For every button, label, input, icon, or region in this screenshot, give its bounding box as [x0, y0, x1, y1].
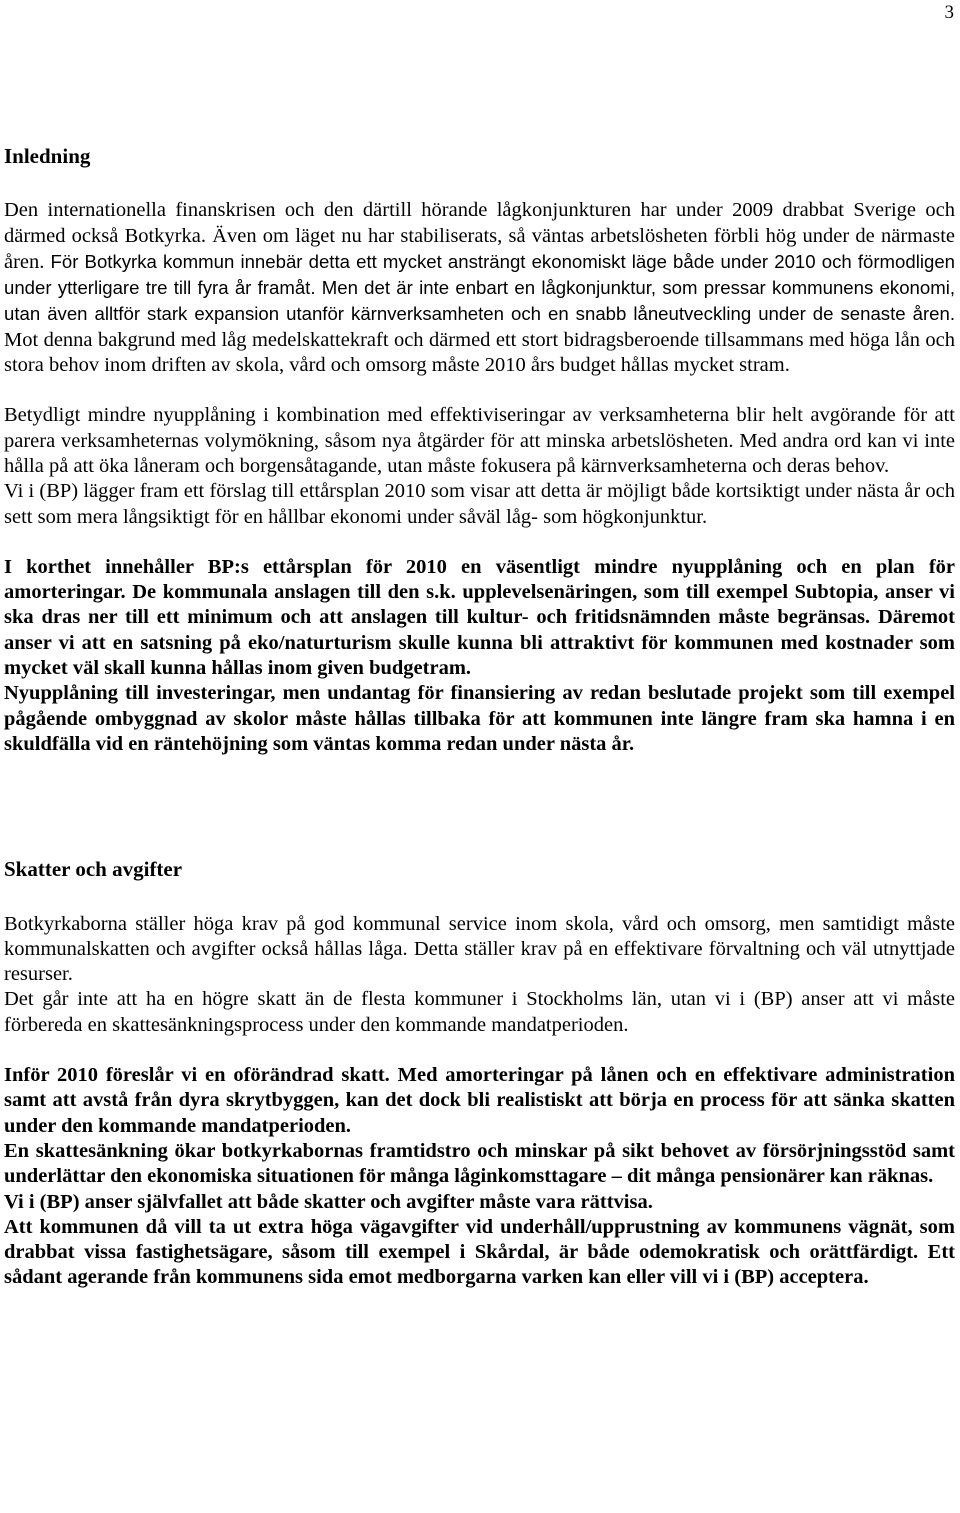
section-heading-skatter: Skatter och avgifter [4, 857, 183, 882]
paragraph-bp-plan-summary: I korthet innehåller BP:s ettårsplan för 2010 en väsentligt mindre nyupplåning och en plan för amorteringar. De kommunala anslagen till den s.k. upplevelsenäringen, som till exempel Subtopia, anser vi ska dras ner till ett minimum och att anslagen till kultur- och fritidsnämnden måste begränsas. Däremot anser vi att en satsning på eko/naturturism skulle kunna bli attraktivt för kommunen med kostnader som mycket väl skall kunna hållas inom given budgetram. [4, 555, 955, 680]
paragraph-hogre-skatt: Det går inte att ha en högre skatt än de flesta kommuner i Stockholms län, utan vi i (BP) anser att vi måste förbereda en skattesänkningsprocess under den kommande mandatperioden. [4, 988, 955, 1036]
section-heading-inledning: Inledning [4, 144, 91, 168]
intro-text-part1: Den internationella finanskrisen och den därtill hörande lågkonjunkturen har under 2009 drabbat Sverige och därmed också Botkyrka. Även om läget nu har stabiliserats, så väntas arbetslösheten förbli hög under de närmaste åren. [4, 199, 955, 273]
paragraph-krav-service: Botkyrkaborna ställer höga krav på god kommunal service inom skola, vård och omsorg, men samtidigt måste kommunalskatten och avgifter också hållas låga. Detta ställer krav på en effektivare förvaltning och väl utnyttjade resurser. [4, 912, 955, 986]
paragraph-oforandrad-skatt: Inför 2010 föreslår vi en oförändrad skatt. Med amorteringar på lånen och en effektivare administration samt att avstå från dyra skrytbyggen, kan det dock bli realistiskt att börja en process för att sänka skatten under den kommande mandatperioden. [4, 1064, 955, 1137]
page-number: 3 [944, 2, 954, 23]
paragraph-skattesankning: En skattesänkning ökar botkyrkabornas framtidstro och minskar på sikt behovet av försörjningsstöd samt underlättar den ekonomiska situationen för många låginkomsttagare – dit många pensionärer kan räknas. [4, 1139, 955, 1188]
intro-text-part3: Men det är inte enbart en lågkonjunktur, som pressar kommunens ekonomi, utan även alltför stark expansion utanför kärnverksamheten och en snabb låneutveckling under de senaste åren. [4, 277, 956, 325]
document-body [4, 144, 955, 1291]
paragraph-intro [4, 198, 955, 378]
paragraph-investeringar: Nyupplåning till investeringar, men undantag för finansiering av redan beslutade projekt som till exempel pågående ombyggnad av skolor måste hållas tillbaka för att kommunen inte längre fram ska hamna i en skuldfälla vid en räntehöjning som väntas komma redan under nästa år. [4, 682, 955, 755]
paragraph-nyupplaning: Betydligt mindre nyupplåning i kombination med effektiviseringar av verksamheterna blir helt avgörande för att parera verksamheternas volymökning, såsom nya åtgärder för att minska arbetslösheten. Med andra ord kan vi inte hålla på att öka låneram och borgensåtagande, utan måste fokusera på kärnverksamheterna och deras behov. [4, 404, 955, 477]
intro-text-part2: För Botkyrka kommun innebär detta ett mycket ansträngt ekonomiskt läge både under 2010 och förmodligen under ytterligare tre till fyra år framåt. [4, 250, 956, 299]
paragraph-ettarsplan: Vi i (BP) lägger fram ett förslag till ettårsplan 2010 som visar att detta är möjligt både kortsiktigt under nästa år och sett som mera långsiktigt för en hållbar ekonomi under såväl låg- som högkonjunktur. [4, 480, 955, 528]
intro-text-part4: Mot denna bakgrund med låg medelskattekraft och därmed ett stort bidragsberoende tillsammans med höga lån och stora behov inom driften av skola, vård och omsorg måste 2010 års budget hållas mycket stram. [4, 328, 955, 377]
paragraph-vagavgifter: Att kommunen då vill ta ut extra höga vägavgifter vid underhåll/upprustning av kommunens vägnät, som drabbat vissa fastighetsägare, såsom till exempel i Skårdal, är både odemokratisk och orättfärdigt. Ett sådant agerande från kommunens sida emot medborgarna varken kan eller vill vi i (BP) acceptera. [4, 1215, 955, 1289]
paragraph-rattvisa: Vi i (BP) anser självfallet att både skatter och avgifter måste vara rättvisa. [4, 1190, 653, 1213]
